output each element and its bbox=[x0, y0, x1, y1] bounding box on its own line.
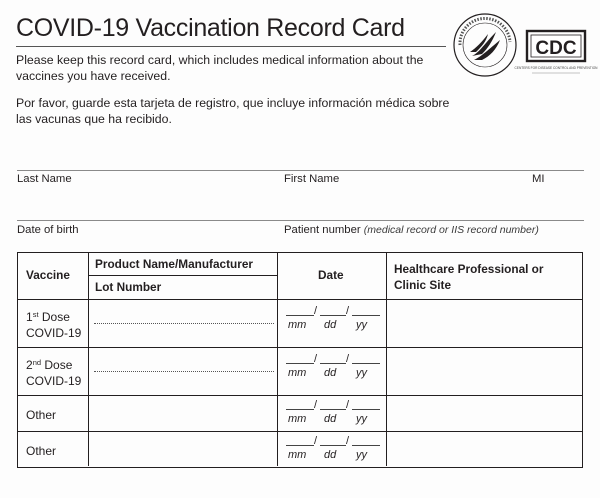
date-slash: / bbox=[346, 305, 350, 317]
date-slash: / bbox=[346, 435, 350, 447]
date-slash: / bbox=[314, 399, 318, 411]
mi-label: MI bbox=[532, 173, 545, 185]
header-vaccine: Vaccine bbox=[26, 268, 70, 282]
row-divider bbox=[18, 347, 582, 348]
dose-vaccine: COVID-19 bbox=[26, 326, 82, 340]
first-name-label: First Name bbox=[284, 173, 340, 185]
date-slash: / bbox=[346, 399, 350, 411]
dob-line bbox=[17, 220, 584, 221]
date-input-row-2[interactable] bbox=[286, 351, 380, 385]
date-mm-label: mm bbox=[288, 319, 307, 331]
row-label-other-2: Other bbox=[26, 444, 57, 458]
cdc-logo-icon bbox=[514, 30, 598, 78]
date-slash: / bbox=[346, 353, 350, 365]
dose-ordinal: nd bbox=[32, 358, 42, 367]
date-blank-yy bbox=[352, 409, 380, 410]
date-dd-label: dd bbox=[324, 319, 337, 331]
title-rule bbox=[16, 46, 446, 47]
row-label-other-1: Other bbox=[26, 408, 57, 422]
date-blank-dd bbox=[320, 445, 346, 446]
header-site: Healthcare Professional or Clinic Site bbox=[394, 262, 544, 292]
intro-english: Please keep this record card, which includes medical information about the vaccines you have received. bbox=[16, 53, 424, 83]
dob-label: Date of birth bbox=[17, 224, 79, 236]
header-subdivider bbox=[88, 275, 277, 276]
row-label-dose-2 bbox=[26, 355, 81, 389]
patient-number-label bbox=[284, 224, 539, 236]
vaccine-table bbox=[17, 252, 583, 468]
dose-number: 1 bbox=[26, 310, 33, 324]
date-input-row-1[interactable] bbox=[286, 303, 380, 337]
dose-number: 2 bbox=[26, 358, 33, 372]
date-blank-dd bbox=[320, 315, 346, 316]
dose-word: Dose bbox=[38, 310, 70, 324]
name-line bbox=[17, 170, 584, 171]
date-dd-label: dd bbox=[324, 367, 337, 379]
date-blank-yy bbox=[352, 315, 380, 316]
date-yy-label: yy bbox=[356, 413, 367, 425]
date-blank-yy bbox=[352, 363, 380, 364]
col-divider bbox=[386, 253, 387, 466]
product-line bbox=[94, 371, 274, 372]
intro-spanish: Por favor, guarde esta tarjeta de registro, que incluye información médica sobre las vacunas que ha recibido. bbox=[16, 96, 450, 126]
cdc-logo-text: CDC bbox=[535, 38, 577, 59]
card-title: COVID-19 Vaccination Record Card bbox=[16, 14, 405, 42]
row-divider bbox=[18, 395, 582, 396]
date-blank-mm bbox=[286, 363, 314, 364]
header-lot: Lot Number bbox=[95, 280, 162, 294]
row-divider bbox=[18, 431, 582, 432]
patient-number-hint: (medical record or IIS record number) bbox=[363, 224, 539, 236]
row-label-dose-1 bbox=[26, 307, 81, 341]
date-yy-label: yy bbox=[356, 367, 367, 379]
dose-word: Dose bbox=[41, 358, 73, 372]
date-yy-label: yy bbox=[356, 319, 367, 331]
date-blank-dd bbox=[320, 363, 346, 364]
date-blank-dd bbox=[320, 409, 346, 410]
header-date: Date bbox=[318, 268, 344, 282]
date-dd-label: dd bbox=[324, 449, 337, 461]
date-mm-label: mm bbox=[288, 367, 307, 379]
date-input-row-3[interactable] bbox=[286, 397, 380, 431]
date-input-row-4[interactable] bbox=[286, 433, 380, 467]
header-product: Product Name/Manufacturer bbox=[95, 257, 253, 271]
date-blank-mm bbox=[286, 315, 314, 316]
patient-number-text: Patient number bbox=[284, 224, 361, 236]
date-dd-label: dd bbox=[324, 413, 337, 425]
cdc-tagline: CENTERS FOR DISEASE CONTROL AND PREVENTION bbox=[514, 66, 598, 70]
date-slash: / bbox=[314, 435, 318, 447]
date-slash: / bbox=[314, 305, 318, 317]
col-divider bbox=[277, 253, 278, 466]
hhs-seal-icon bbox=[452, 12, 518, 78]
date-mm-label: mm bbox=[288, 449, 307, 461]
dose-ordinal: st bbox=[32, 310, 39, 319]
date-mm-label: mm bbox=[288, 413, 307, 425]
last-name-label: Last Name bbox=[17, 173, 72, 185]
date-blank-yy bbox=[352, 445, 380, 446]
col-divider bbox=[88, 253, 89, 466]
row-divider bbox=[18, 299, 582, 300]
date-yy-label: yy bbox=[356, 449, 367, 461]
date-slash: / bbox=[314, 353, 318, 365]
date-blank-mm bbox=[286, 445, 314, 446]
dose-vaccine: COVID-19 bbox=[26, 374, 82, 388]
product-line bbox=[94, 323, 274, 324]
date-blank-mm bbox=[286, 409, 314, 410]
